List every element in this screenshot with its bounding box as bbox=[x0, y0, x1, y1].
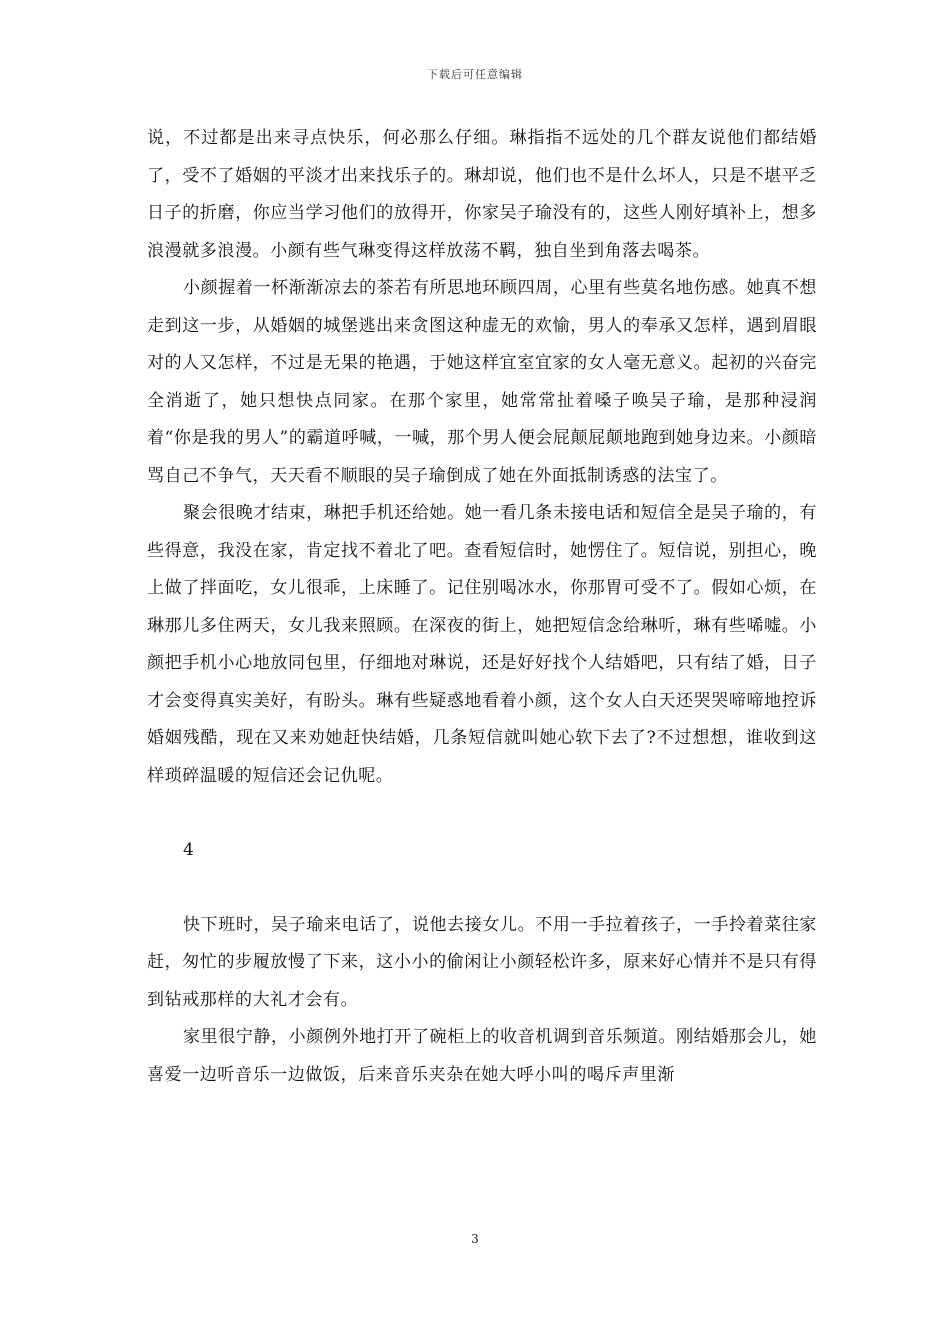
paragraph-continued: 说，不过都是出来寻点快乐，何必那么仔细。琳指指不远处的几个群友说他们都结婚了，受不了婚姻的平淡才出来找乐子的。琳却说，他们也不是什么坏人，只是不堪平乏日子的折磨，你应当学习他们的放得开，你家吴子瑜没有的，这些人刚好填补上，想多浪漫就多浪漫。小颜有些气琳变得这样放荡不羁，独自坐到角落去喝茶。 bbox=[147, 128, 817, 261]
document-body bbox=[147, 120, 817, 1094]
paragraph: 小颜握着一杯渐渐凉去的茶若有所思地环顾四周，心里有些莫名地伤感。她真不想走到这一步，从婚姻的城堡逃出来贪图这种虚无的欢愉，男人的奉承又怎样，遇到眉眼对的人又怎样，不过是无果的艳遇，于她这样宜室宜家的女人毫无意义。起初的兴奋完全消逝了，她只想快点同家。在那个家里，她常常扯着嗓子唤吴子瑜，是那种浸润着“你是我的男人”的霸道呼喊，一喊，那个男人便会屁颠屁颠地跑到她身边来。小颜暗骂自己不争气，天天看不顺眼的吴子瑜倒成了她在外面抵制诱惑的法宝了。 bbox=[147, 278, 817, 486]
paragraph: 快下班时，吴子瑜来电话了，说他去接女儿。不用一手拉着孩子，一手拎着菜往家赶，匆忙的步履放慢了下来，这小小的偷闲让小颜轻松许多，原来好心情并不是只有得到钻戒那样的大礼才会有。 bbox=[147, 914, 817, 1010]
page-number: 3 bbox=[471, 1232, 479, 1246]
section-number: 4 bbox=[183, 840, 195, 860]
paragraph: 聚会很晚才结束，琳把手机还给她。她一看几条未接电话和短信全是吴子瑜的，有些得意，我没在家，肯定找不着北了吧。查看短信时，她愣住了。短信说，别担心，晚上做了拌面吃，女儿很乖，上床睡了。记住别喝冰水，你那胃可受不了。假如心烦，在琳那儿多住两天，女儿我来照顾。在深夜的街上，她把短信念给琳听，琳有些唏嘘。小颜把手机小心地放同包里，仔细地对琳说，还是好好找个人结婚吧，只有结了婚，日子才会变得真实美好，有盼头。琳有些疑惑地看着小颜，这个女人白天还哭哭啼啼地控诉婚姻残酷，现在又来劝她赶快结婚，几条短信就叫她心软下去了?不过想想，谁收到这样琐碎温暖的短信还会记仇呢。 bbox=[147, 503, 817, 786]
page-header: 下载后可任意编辑 bbox=[427, 68, 523, 81]
paragraph: 家里很宁静，小颜例外地打开了碗柜上的收音机调到音乐频道。刚结婚那会儿，她喜爱一边听音乐一边做饭，后来音乐夹杂在她大呼小叫的喝斥声里渐 bbox=[147, 1027, 817, 1085]
